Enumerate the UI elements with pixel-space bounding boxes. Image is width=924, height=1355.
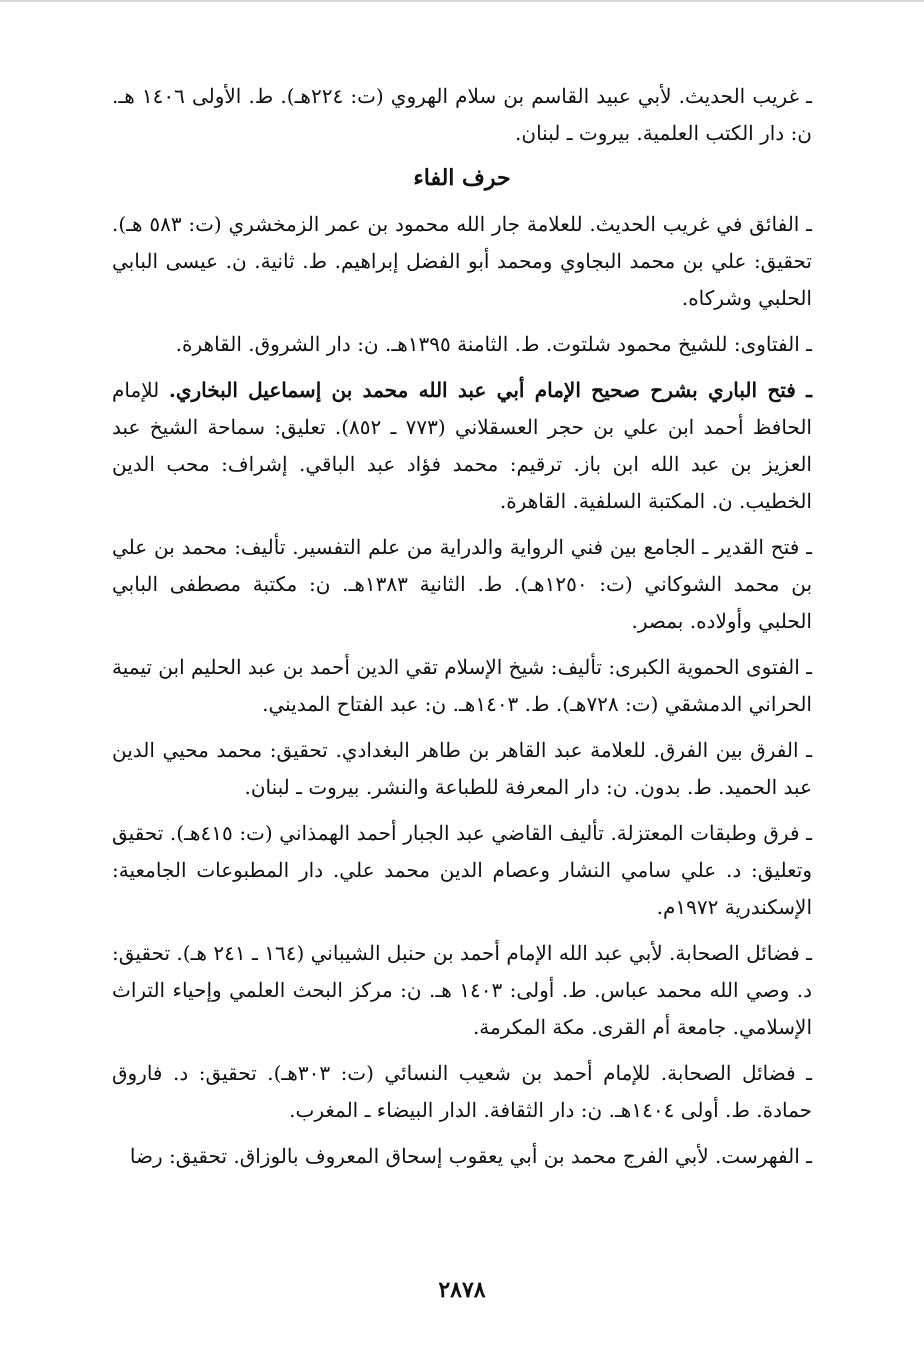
entry-text: ـ الفهرست. لأبي الفرج محمد بن أبي يعقوب إسحاق المعروف بالوزاق. تحقيق: رضا <box>129 1144 812 1168</box>
bibliography-entry <box>112 529 812 640</box>
entry-title: ـ فتح الباري بشرح صحيح الإمام أبي عبد الله محمد بن إسماعيل البخاري. <box>168 378 812 402</box>
entry-text: ـ الفتاوى: للشيخ محمود شلتوت. ط. الثامنة ١٣٩٥هـ. ن: دار الشروق. القاهرة. <box>175 332 812 356</box>
entry-text: ـ الفرق بين الفرق. للعلامة عبد القاهر بن طاهر البغدادي. تحقيق: محمد محيي الدين عبد الحميد. ط. بدون. ن: دار المعرفة للطباعة والنشر. بيروت ـ لبنان. <box>112 738 812 799</box>
bibliography-entry <box>112 935 812 1046</box>
entry-text: ـ فضائل الصحابة. لأبي عبد الله الإمام أحمد بن حنبل الشيباني (١٦٤ ـ ٢٤١ هـ). تحقيق: د. وصي الله محمد عباس. ط. أولى: ١٤٠٣ هـ. ن: مركز البحث العلمي وإحياء التراث الإسلامي. جامعة أم القرى. مكة المكرمة. <box>112 941 813 1039</box>
entry-text: ـ فرق وطبقات المعتزلة. تأليف القاضي عبد الجبار أحمد الهمذاني (ت: ٤١٥هـ). تحقيق وتعليق: د. علي سامي النشار وعصام الدين محمد علي. دار المطبوعات الجامعية: الإسكندرية ١٩٧٢م. <box>112 821 812 919</box>
bibliography-list <box>112 78 812 1184</box>
entry-text: ـ غريب الحديث. لأبي عبيد القاسم بن سلام الهروي (ت: ٢٢٤هـ). ط. الأولى ١٤٠٦ هـ. ن: دار الكتب العلمية. بيروت ـ لبنان. <box>112 84 812 145</box>
bibliography-entry <box>112 78 812 152</box>
bibliography-entry <box>112 1055 812 1129</box>
bibliography-entry <box>112 372 812 520</box>
bibliography-entry <box>112 815 812 926</box>
entry-text: ـ الفتوى الحموية الكبرى: تأليف: شيخ الإسلام تقي الدين أحمد بن عبد الحليم ابن تيمية الحراني الدمشقي (ت: ٧٢٨هـ). ط. ١٤٠٣هـ. ن: عبد الفتاح المديني. <box>112 655 812 716</box>
page-number: ٢٨٧٨ <box>438 1277 486 1303</box>
scan-edge <box>0 0 924 2</box>
bibliography-entry <box>112 206 812 317</box>
section-heading: حرف الفاء <box>413 165 511 191</box>
bibliography-entry <box>112 326 812 363</box>
bibliography-entry <box>112 1138 812 1175</box>
entry-text: ـ فضائل الصحابة. للإمام أحمد بن شعيب النسائي (ت: ٣٠٣هـ). تحقيق: د. فاروق حمادة. ط. أولى ١٤٠٤هـ. ن: دار الثقافة. الدار البيضاء ـ المغرب. <box>112 1061 812 1122</box>
entry-text: للإمام الحافظ أحمد ابن علي بن حجر العسقلاني (٧٧٣ ـ ٨٥٢). تعليق: سماحة الشيخ عبد العزيز بن عبد الله ابن باز. ترقيم: محمد فؤاد عبد الباقي. إشراف: محب الدين الخطيب. ن. المكتبة السلفية. القاهرة. <box>112 378 812 513</box>
entry-text: ـ فتح القدير ـ الجامع بين فني الرواية والدراية من علم التفسير. تأليف: محمد بن علي بن محمد الشوكاني (ت: ١٢٥٠هـ). ط. الثانية ١٣٨٣هـ. ن: مكتبة مصطفى البابي الحلبي وأولاده. بمصر. <box>112 535 813 633</box>
bibliography-entry <box>112 732 812 806</box>
bibliography-entry <box>112 649 812 723</box>
entry-text: ـ الفائق في غريب الحديث. للعلامة جار الله محمود بن عمر الزمخشري (ت: ٥٨٣ هـ). تحقيق: علي بن محمد البجاوي ومحمد أبو الفضل إبراهيم. ط. ثانية. ن. عيسى البابي الحلبي وشركاه. <box>112 212 812 310</box>
